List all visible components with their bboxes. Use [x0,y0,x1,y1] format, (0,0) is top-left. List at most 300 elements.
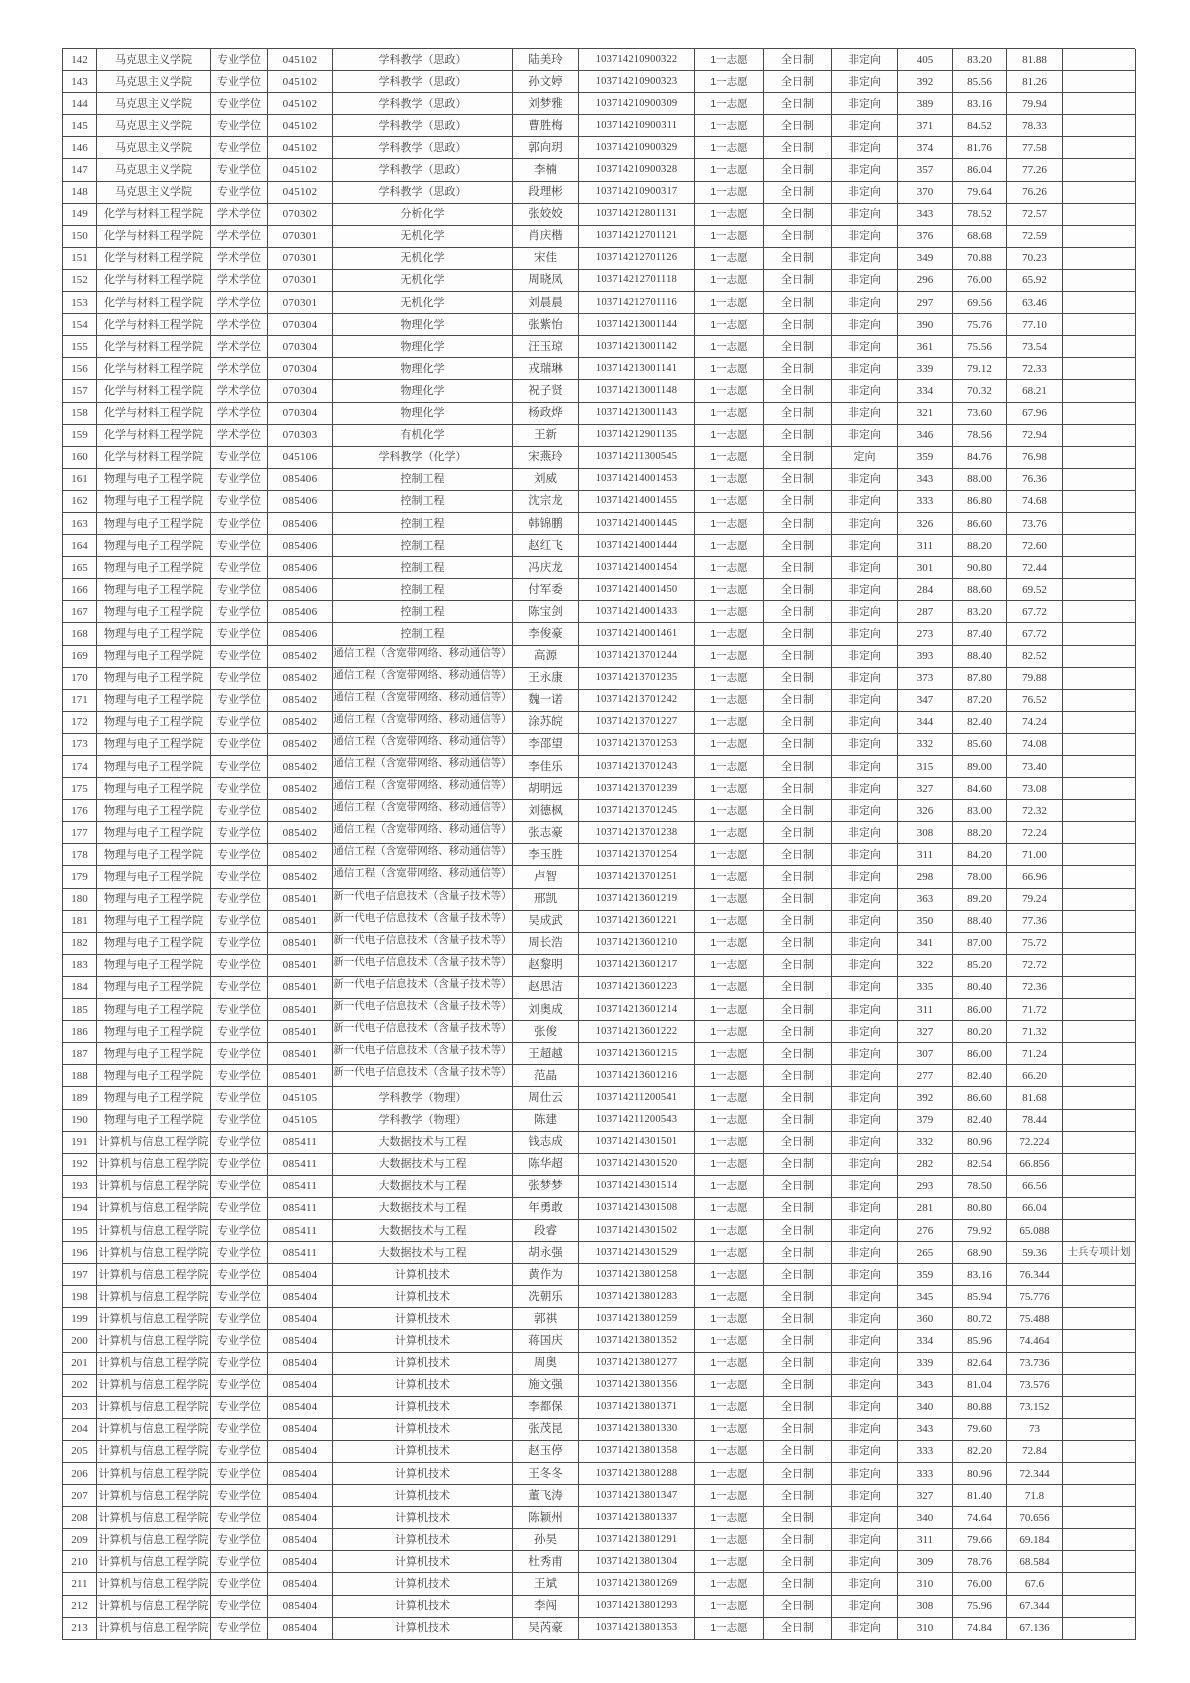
cell-degree-type: 专业学位 [211,800,268,822]
cell-retest-score: 78.50 [953,1176,1007,1198]
cell-major-name: 无机化学 [333,292,513,314]
cell-study-mode: 全日制 [764,1110,832,1132]
cell-major-code: 085404 [268,1463,333,1485]
cell-major-code: 085401 [268,911,333,933]
cell-study-mode: 全日制 [764,1198,832,1220]
cell-candidate-id: 103714213701254 [579,844,695,866]
cell-volunteer: 1一志愿 [695,1264,764,1286]
cell-volunteer: 1一志愿 [695,623,764,645]
cell-study-mode: 全日制 [764,1596,832,1618]
cell-degree-type: 专业学位 [211,623,268,645]
cell-total-score: 75.72 [1007,933,1063,955]
cell-candidate-id: 103714213801277 [579,1353,695,1375]
cell-study-mode: 全日制 [764,1441,832,1463]
cell-row-number: 197 [63,1264,97,1286]
cell-study-mode: 全日制 [764,889,832,911]
cell-major-name: 通信工程（含宽带网络、移动通信等） [333,844,513,866]
cell-degree-type: 学术学位 [211,403,268,425]
cell-major-name: 通信工程（含宽带网络、移动通信等） [333,778,513,800]
cell-volunteer: 1一志愿 [695,646,764,668]
cell-study-mode: 全日制 [764,1507,832,1529]
cell-candidate-name: 张俊 [513,1021,579,1043]
cell-volunteer: 1一志愿 [695,1375,764,1397]
cell-total-score: 73 [1007,1419,1063,1441]
cell-total-score: 77.10 [1007,314,1063,336]
cell-total-score: 69.52 [1007,579,1063,601]
cell-candidate-name: 孙昊 [513,1529,579,1551]
cell-candidate-name: 张紫怡 [513,314,579,336]
cell-candidate-id: 103714213801347 [579,1485,695,1507]
cell-study-mode: 全日制 [764,425,832,447]
cell-row-number: 144 [63,93,97,115]
cell-candidate-id: 103714214301508 [579,1198,695,1220]
cell-total-score: 79.94 [1007,93,1063,115]
cell-major-code: 085401 [268,1065,333,1087]
cell-remark [1063,137,1136,159]
cell-college: 物理与电子工程学院 [97,1021,211,1043]
cell-total-score: 73.152 [1007,1397,1063,1419]
cell-volunteer: 1一志愿 [695,115,764,137]
cell-initial-score: 284 [898,579,953,601]
cell-volunteer: 1一志愿 [695,380,764,402]
table-grid [62,48,1135,1640]
cell-retest-score: 85.94 [953,1286,1007,1308]
cell-total-score: 72.36 [1007,977,1063,999]
cell-orientation: 非定向 [832,1485,898,1507]
cell-major-name: 控制工程 [333,623,513,645]
cell-major-code: 070304 [268,403,333,425]
cell-retest-score: 81.40 [953,1485,1007,1507]
cell-study-mode: 全日制 [764,336,832,358]
cell-total-score: 72.32 [1007,800,1063,822]
cell-degree-type: 专业学位 [211,1397,268,1419]
cell-major-code: 045102 [268,182,333,204]
cell-row-number: 184 [63,977,97,999]
cell-degree-type: 学术学位 [211,270,268,292]
cell-initial-score: 346 [898,425,953,447]
cell-volunteer: 1一志愿 [695,226,764,248]
cell-study-mode: 全日制 [764,756,832,778]
cell-row-number: 147 [63,159,97,181]
cell-college: 化学与材料工程学院 [97,336,211,358]
cell-remark [1063,1286,1136,1308]
cell-candidate-id: 103714213701251 [579,866,695,888]
cell-study-mode: 全日制 [764,734,832,756]
cell-major-code: 085404 [268,1286,333,1308]
cell-major-code: 085404 [268,1308,333,1330]
cell-candidate-id: 103714213701253 [579,734,695,756]
cell-total-score: 71.24 [1007,1043,1063,1065]
cell-college: 物理与电子工程学院 [97,977,211,999]
cell-degree-type: 专业学位 [211,1242,268,1264]
cell-candidate-id: 103714213601215 [579,1043,695,1065]
cell-degree-type: 学术学位 [211,314,268,336]
cell-major-name: 通信工程（含宽带网络、移动通信等） [333,866,513,888]
cell-degree-type: 专业学位 [211,1308,268,1330]
cell-orientation: 非定向 [832,1286,898,1308]
cell-major-name: 无机化学 [333,226,513,248]
cell-candidate-id: 103714213601222 [579,1021,695,1043]
cell-orientation: 非定向 [832,403,898,425]
cell-remark [1063,115,1136,137]
cell-row-number: 176 [63,800,97,822]
cell-candidate-id: 103714213801269 [579,1573,695,1595]
cell-major-name: 计算机技术 [333,1264,513,1286]
cell-study-mode: 全日制 [764,933,832,955]
cell-candidate-name: 孙文婷 [513,71,579,93]
cell-row-number: 159 [63,425,97,447]
cell-orientation: 非定向 [832,226,898,248]
cell-remark [1063,778,1136,800]
cell-remark: 士兵专项计划 [1063,1242,1136,1264]
cell-major-code: 085404 [268,1596,333,1618]
cell-candidate-name: 郭祺 [513,1308,579,1330]
cell-row-number: 152 [63,270,97,292]
cell-major-code: 085402 [268,844,333,866]
cell-retest-score: 82.64 [953,1353,1007,1375]
cell-orientation: 非定向 [832,513,898,535]
cell-retest-score: 79.60 [953,1419,1007,1441]
cell-orientation: 非定向 [832,778,898,800]
cell-study-mode: 全日制 [764,1529,832,1551]
cell-degree-type: 专业学位 [211,933,268,955]
cell-total-score: 81.88 [1007,49,1063,71]
cell-major-name: 学科教学（思政） [333,49,513,71]
cell-candidate-name: 黄作为 [513,1264,579,1286]
cell-retest-score: 80.96 [953,1132,1007,1154]
cell-degree-type: 专业学位 [211,1485,268,1507]
cell-study-mode: 全日制 [764,1330,832,1352]
cell-degree-type: 学术学位 [211,226,268,248]
cell-initial-score: 327 [898,1485,953,1507]
cell-college: 物理与电子工程学院 [97,866,211,888]
cell-orientation: 非定向 [832,182,898,204]
cell-orientation: 非定向 [832,535,898,557]
cell-major-code: 085411 [268,1220,333,1242]
cell-college: 计算机与信息工程学院 [97,1308,211,1330]
cell-retest-score: 87.80 [953,668,1007,690]
cell-row-number: 210 [63,1551,97,1573]
cell-college: 计算机与信息工程学院 [97,1286,211,1308]
cell-volunteer: 1一志愿 [695,977,764,999]
cell-retest-score: 68.68 [953,226,1007,248]
cell-row-number: 173 [63,734,97,756]
cell-remark [1063,1441,1136,1463]
cell-major-name: 计算机技术 [333,1551,513,1573]
cell-college: 化学与材料工程学院 [97,403,211,425]
cell-total-score: 78.44 [1007,1110,1063,1132]
cell-initial-score: 310 [898,1573,953,1595]
cell-initial-score: 361 [898,336,953,358]
cell-orientation: 非定向 [832,1043,898,1065]
cell-orientation: 非定向 [832,1353,898,1375]
cell-study-mode: 全日制 [764,182,832,204]
cell-retest-score: 89.20 [953,889,1007,911]
cell-degree-type: 专业学位 [211,1176,268,1198]
cell-row-number: 162 [63,491,97,513]
cell-candidate-name: 段理彬 [513,182,579,204]
cell-retest-score: 84.60 [953,778,1007,800]
cell-retest-score: 90.80 [953,557,1007,579]
cell-volunteer: 1一志愿 [695,159,764,181]
cell-remark [1063,270,1136,292]
cell-row-number: 166 [63,579,97,601]
cell-candidate-name: 王超越 [513,1043,579,1065]
cell-candidate-id: 103714213801337 [579,1507,695,1529]
cell-orientation: 非定向 [832,1573,898,1595]
cell-retest-score: 69.56 [953,292,1007,314]
cell-major-name: 控制工程 [333,601,513,623]
cell-study-mode: 全日制 [764,270,832,292]
cell-study-mode: 全日制 [764,314,832,336]
cell-study-mode: 全日制 [764,1220,832,1242]
cell-candidate-id: 103714213701238 [579,822,695,844]
cell-row-number: 207 [63,1485,97,1507]
cell-remark [1063,911,1136,933]
cell-major-code: 085402 [268,866,333,888]
cell-orientation: 非定向 [832,822,898,844]
cell-major-code: 085404 [268,1529,333,1551]
cell-retest-score: 80.88 [953,1397,1007,1419]
cell-candidate-name: 赵黎明 [513,955,579,977]
cell-row-number: 149 [63,204,97,226]
cell-major-name: 控制工程 [333,513,513,535]
cell-retest-score: 82.20 [953,1441,1007,1463]
cell-major-name: 物理化学 [333,403,513,425]
cell-degree-type: 专业学位 [211,1110,268,1132]
cell-remark [1063,977,1136,999]
cell-orientation: 非定向 [832,336,898,358]
cell-candidate-id: 103714210900311 [579,115,695,137]
cell-initial-score: 343 [898,1419,953,1441]
cell-retest-score: 80.20 [953,1021,1007,1043]
cell-total-score: 76.26 [1007,182,1063,204]
cell-candidate-id: 103714213001148 [579,380,695,402]
cell-orientation: 非定向 [832,491,898,513]
cell-college: 物理与电子工程学院 [97,933,211,955]
cell-candidate-id: 103714214001461 [579,623,695,645]
cell-initial-score: 293 [898,1176,953,1198]
cell-row-number: 185 [63,999,97,1021]
cell-candidate-name: 范晶 [513,1065,579,1087]
cell-college: 化学与材料工程学院 [97,226,211,248]
cell-volunteer: 1一志愿 [695,844,764,866]
cell-candidate-name: 李玉胜 [513,844,579,866]
cell-candidate-id: 103714213001144 [579,314,695,336]
cell-retest-score: 85.20 [953,955,1007,977]
cell-volunteer: 1一志愿 [695,1485,764,1507]
cell-remark [1063,380,1136,402]
cell-candidate-id: 103714213801259 [579,1308,695,1330]
cell-total-score: 77.36 [1007,911,1063,933]
cell-row-number: 196 [63,1242,97,1264]
cell-major-name: 新一代电子信息技术（含量子技术等） [333,911,513,933]
cell-study-mode: 全日制 [764,513,832,535]
cell-degree-type: 专业学位 [211,535,268,557]
cell-remark [1063,668,1136,690]
cell-major-name: 通信工程（含宽带网络、移动通信等） [333,712,513,734]
cell-orientation: 非定向 [832,1176,898,1198]
cell-study-mode: 全日制 [764,159,832,181]
cell-total-score: 72.84 [1007,1441,1063,1463]
cell-degree-type: 专业学位 [211,889,268,911]
cell-total-score: 76.52 [1007,690,1063,712]
cell-initial-score: 311 [898,999,953,1021]
cell-remark [1063,314,1136,336]
cell-retest-score: 80.80 [953,1198,1007,1220]
cell-major-code: 070303 [268,425,333,447]
cell-orientation: 非定向 [832,1419,898,1441]
cell-orientation: 非定向 [832,358,898,380]
cell-initial-score: 350 [898,911,953,933]
cell-degree-type: 专业学位 [211,1065,268,1087]
cell-candidate-name: 王斌 [513,1573,579,1595]
cell-degree-type: 专业学位 [211,557,268,579]
cell-row-number: 175 [63,778,97,800]
cell-row-number: 146 [63,137,97,159]
cell-candidate-id: 103714211200541 [579,1087,695,1109]
cell-major-code: 085401 [268,999,333,1021]
cell-major-code: 045102 [268,49,333,71]
cell-major-name: 计算机技术 [333,1286,513,1308]
cell-volunteer: 1一志愿 [695,1529,764,1551]
cell-degree-type: 专业学位 [211,469,268,491]
cell-study-mode: 全日制 [764,646,832,668]
cell-orientation: 非定向 [832,712,898,734]
cell-remark [1063,535,1136,557]
cell-study-mode: 全日制 [764,1087,832,1109]
cell-retest-score: 80.40 [953,977,1007,999]
cell-initial-score: 296 [898,270,953,292]
cell-major-name: 计算机技术 [333,1330,513,1352]
cell-degree-type: 专业学位 [211,1551,268,1573]
cell-initial-score: 311 [898,844,953,866]
cell-orientation: 非定向 [832,646,898,668]
cell-remark [1063,1043,1136,1065]
cell-total-score: 68.584 [1007,1551,1063,1573]
cell-orientation: 非定向 [832,204,898,226]
cell-candidate-id: 103714213801352 [579,1330,695,1352]
cell-row-number: 180 [63,889,97,911]
cell-candidate-name: 赵思洁 [513,977,579,999]
cell-initial-score: 315 [898,756,953,778]
cell-study-mode: 全日制 [764,1573,832,1595]
cell-college: 物理与电子工程学院 [97,822,211,844]
cell-candidate-id: 103714213601214 [579,999,695,1021]
cell-degree-type: 专业学位 [211,71,268,93]
cell-total-score: 72.44 [1007,557,1063,579]
cell-total-score: 74.08 [1007,734,1063,756]
cell-candidate-id: 103714212701126 [579,248,695,270]
cell-orientation: 非定向 [832,1132,898,1154]
cell-major-code: 085402 [268,734,333,756]
cell-volunteer: 1一志愿 [695,690,764,712]
cell-retest-score: 76.00 [953,1573,1007,1595]
cell-remark [1063,49,1136,71]
cell-major-code: 085401 [268,889,333,911]
cell-total-score: 75.776 [1007,1286,1063,1308]
cell-study-mode: 全日制 [764,1154,832,1176]
cell-college: 计算机与信息工程学院 [97,1463,211,1485]
cell-study-mode: 全日制 [764,1419,832,1441]
cell-row-number: 200 [63,1330,97,1352]
cell-candidate-id: 103714214301502 [579,1220,695,1242]
cell-orientation: 非定向 [832,425,898,447]
cell-volunteer: 1一志愿 [695,1463,764,1485]
cell-remark [1063,1264,1136,1286]
cell-volunteer: 1一志愿 [695,1286,764,1308]
cell-study-mode: 全日制 [764,1021,832,1043]
cell-major-code: 045105 [268,1087,333,1109]
cell-major-name: 通信工程（含宽带网络、移动通信等） [333,822,513,844]
cell-major-name: 控制工程 [333,557,513,579]
cell-study-mode: 全日制 [764,866,832,888]
cell-remark [1063,248,1136,270]
cell-retest-score: 73.60 [953,403,1007,425]
cell-orientation: 非定向 [832,71,898,93]
cell-retest-score: 87.00 [953,933,1007,955]
cell-degree-type: 专业学位 [211,1573,268,1595]
cell-major-code: 085402 [268,690,333,712]
cell-candidate-name: 李俊豪 [513,623,579,645]
cell-volunteer: 1一志愿 [695,1242,764,1264]
cell-orientation: 定向 [832,447,898,469]
cell-degree-type: 专业学位 [211,159,268,181]
cell-retest-score: 80.72 [953,1308,1007,1330]
cell-initial-score: 344 [898,712,953,734]
cell-major-name: 计算机技术 [333,1397,513,1419]
cell-degree-type: 专业学位 [211,1330,268,1352]
cell-initial-score: 332 [898,1132,953,1154]
cell-retest-score: 85.60 [953,734,1007,756]
cell-volunteer: 1一志愿 [695,999,764,1021]
cell-college: 计算机与信息工程学院 [97,1176,211,1198]
cell-retest-score: 89.00 [953,756,1007,778]
cell-row-number: 213 [63,1618,97,1640]
cell-total-score: 72.33 [1007,358,1063,380]
cell-remark [1063,1463,1136,1485]
cell-volunteer: 1一志愿 [695,1043,764,1065]
cell-retest-score: 79.66 [953,1529,1007,1551]
cell-retest-score: 81.76 [953,137,1007,159]
cell-initial-score: 309 [898,1551,953,1573]
cell-initial-score: 333 [898,1441,953,1463]
cell-retest-score: 75.76 [953,314,1007,336]
cell-volunteer: 1一志愿 [695,137,764,159]
cell-remark [1063,933,1136,955]
cell-retest-score: 85.56 [953,71,1007,93]
cell-total-score: 74.464 [1007,1330,1063,1352]
cell-total-score: 72.59 [1007,226,1063,248]
cell-college: 马克思主义学院 [97,182,211,204]
cell-candidate-name: 宋佳 [513,248,579,270]
cell-orientation: 非定向 [832,1507,898,1529]
cell-candidate-name: 邢凯 [513,889,579,911]
cell-candidate-id: 103714213701245 [579,800,695,822]
cell-remark [1063,1507,1136,1529]
cell-orientation: 非定向 [832,1330,898,1352]
cell-candidate-id: 103714213701244 [579,646,695,668]
cell-study-mode: 全日制 [764,1264,832,1286]
cell-total-score: 73.40 [1007,756,1063,778]
cell-retest-score: 70.88 [953,248,1007,270]
cell-candidate-name: 李佳乐 [513,756,579,778]
cell-initial-score: 301 [898,557,953,579]
cell-volunteer: 1一志愿 [695,71,764,93]
cell-initial-score: 371 [898,115,953,137]
cell-total-score: 66.96 [1007,866,1063,888]
cell-major-name: 控制工程 [333,579,513,601]
